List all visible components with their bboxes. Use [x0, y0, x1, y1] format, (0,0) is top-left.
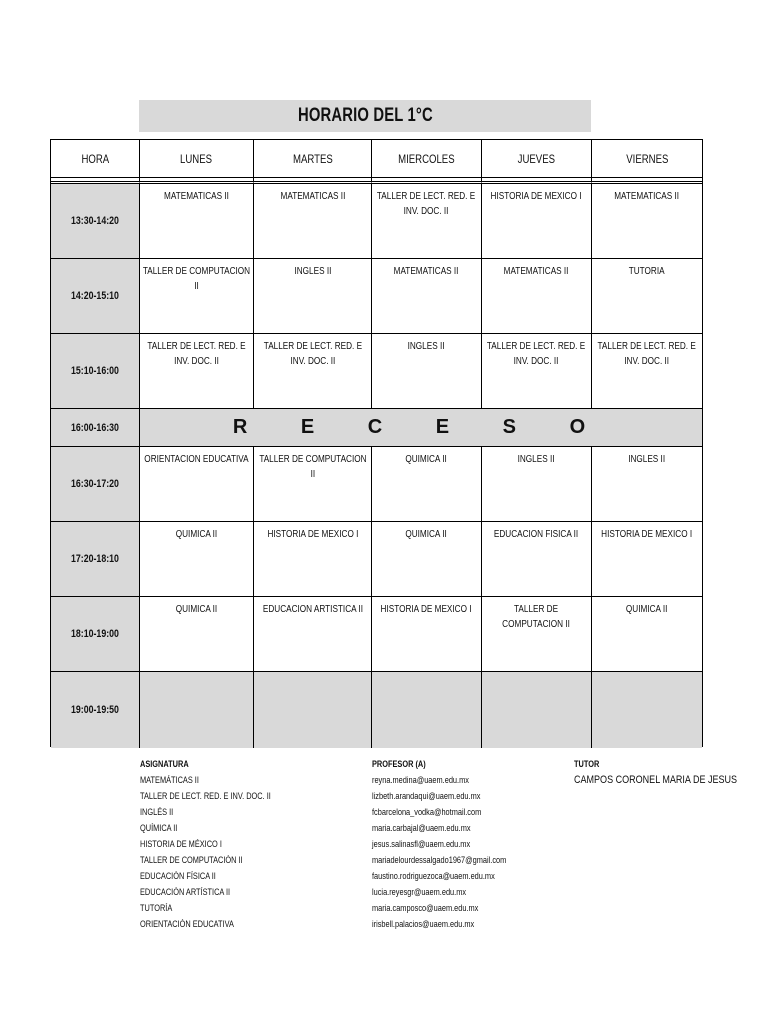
subject-cell: [592, 334, 702, 409]
subject-cell: [140, 447, 254, 522]
subject-label: TALLER DE COMPUTACION II: [502, 604, 571, 630]
subject-name: TALLER DE COMPUTACIÓN II: [140, 855, 243, 865]
hour-label: 17:20-18:10: [71, 553, 119, 565]
subject-legend-item: [140, 804, 300, 820]
column-header-label: HORA: [81, 151, 109, 166]
subject-cell: [592, 259, 702, 334]
hour-cell: [51, 672, 140, 748]
subject-label: TUTORIA: [629, 266, 665, 277]
subject-label: INGLES II: [628, 454, 666, 465]
tutor-name: CAMPOS CORONEL MARIA DE JESUS: [574, 774, 738, 786]
column-header-label: VIERNES: [625, 151, 669, 166]
subject-cell: [482, 184, 592, 259]
subject-label: MATEMATICAS II: [394, 266, 459, 277]
teacher-email: irisbell.palacios@uaem.edu.mx: [372, 919, 475, 929]
subject-cell: [592, 184, 702, 259]
teacher-email: mariadelourdessalgado1967@gmail.com: [372, 855, 507, 865]
subject-legend: [140, 756, 300, 932]
hour-label: 14:20-15:10: [71, 290, 119, 302]
subject-cell: [254, 259, 372, 334]
subject-label: QUIMICA II: [175, 604, 218, 615]
hour-label: 18:10-19:00: [71, 628, 119, 640]
tutor-legend: [574, 756, 768, 788]
hour-label: 16:00-16:30: [71, 421, 119, 434]
day-header-jueves: [482, 140, 592, 178]
subject-cell: [254, 184, 372, 259]
subject-name: EDUCACIÓN ARTÍSTICA II: [140, 887, 231, 897]
subject-header: ASIGNATURA: [140, 759, 189, 769]
teacher-email: reyna.medina@uaem.edu.mx: [372, 775, 469, 785]
column-header-label: JUEVES: [517, 151, 556, 166]
subject-cell: [372, 184, 482, 259]
subject-cell: [482, 334, 592, 409]
column-header-label: MARTES: [292, 151, 333, 166]
teacher-email: maria.carbajal@uaem.edu.mx: [372, 823, 471, 833]
subject-cell: [482, 447, 592, 522]
subject-label: MATEMATICAS II: [280, 191, 345, 202]
subject-legend-item: [140, 836, 300, 852]
subject-cell: [592, 672, 702, 748]
hour-column-header: [51, 140, 140, 178]
subject-legend-item: [140, 788, 300, 804]
subject-cell: [140, 334, 254, 409]
subject-cell: [592, 447, 702, 522]
subject-label: MATEMATICAS II: [504, 266, 569, 277]
schedule-title-bar: [139, 100, 591, 132]
subject-label: QUIMICA II: [405, 454, 448, 465]
column-header-label: MIERCOLES: [398, 151, 455, 166]
teacher-email: jesus.salinasfl@uaem.edu.mx: [372, 839, 471, 849]
schedule-title: HORARIO DEL 1°C: [297, 105, 433, 126]
hour-label: 15:10-16:00: [71, 365, 119, 377]
subject-label: TALLER DE COMPUTACION II: [142, 266, 251, 292]
hour-label: 16:30-17:20: [71, 478, 119, 490]
subject-cell: [140, 672, 254, 748]
day-header-viernes: [592, 140, 702, 178]
subject-label: TALLER DE LECT. RED. E INV. DOC. II: [597, 341, 697, 367]
subject-label: TALLER DE LECT. RED. E INV. DOC. II: [263, 341, 362, 367]
recess-banner: [140, 409, 702, 447]
subject-label: HISTORIA DE MEXICO I: [267, 529, 358, 540]
teacher-legend-item: [372, 884, 536, 900]
teacher-email: fcbarcelona_vodka@hotmail.com: [372, 807, 482, 817]
subject-cell: [254, 672, 372, 748]
subject-cell: [592, 597, 702, 672]
teacher-legend-item: [372, 852, 536, 868]
subject-label: HISTORIA DE MEXICO I: [491, 191, 582, 202]
subject-label: HISTORIA DE MEXICO I: [381, 604, 472, 615]
hour-label: 19:00-19:50: [71, 704, 119, 716]
subject-cell: [372, 447, 482, 522]
subject-legend-item: [140, 820, 300, 836]
teacher-legend-item: [372, 868, 536, 884]
teacher-legend-item: [372, 772, 536, 788]
subject-label: TALLER DE COMPUTACION II: [258, 454, 367, 480]
subject-cell: [254, 334, 372, 409]
subject-name: EDUCACIÓN FÍSICA II: [140, 871, 216, 881]
schedule-table: [50, 139, 703, 747]
subject-name: HISTORIA DE MÉXICO I: [140, 839, 222, 849]
subject-label: QUIMICA II: [405, 529, 448, 540]
teacher-legend-item: [372, 900, 536, 916]
subject-cell: [592, 522, 702, 597]
teacher-legend-item: [372, 836, 536, 852]
subject-legend-item: [140, 868, 300, 884]
subject-cell: [482, 522, 592, 597]
subject-label: HISTORIA DE MEXICO I: [601, 529, 693, 540]
teacher-legend-item: [372, 788, 536, 804]
subject-label: QUIMICA II: [175, 529, 218, 540]
subject-cell: [140, 259, 254, 334]
subject-legend-item: [140, 772, 300, 788]
subject-label: TALLER DE LECT. RED. E INV. DOC. II: [147, 341, 246, 367]
hour-cell: [51, 597, 140, 672]
subject-cell: [372, 334, 482, 409]
subject-cell: [482, 597, 592, 672]
hour-cell: [51, 259, 140, 334]
subject-legend-item: [140, 852, 300, 868]
subject-label: ORIENTACION EDUCATIVA: [144, 454, 249, 465]
hour-cell: [51, 334, 140, 409]
subject-name: TUTORÍA: [140, 903, 173, 913]
teacher-header: PROFESOR (A): [372, 759, 426, 769]
teacher-email: lizbeth.arandaqui@uaem.edu.mx: [372, 791, 481, 801]
subject-cell: [372, 522, 482, 597]
subject-legend-item: [140, 916, 300, 932]
subject-label: EDUCACION ARTISTICA II: [262, 604, 363, 615]
day-header-miercoles: [372, 140, 482, 178]
teacher-legend-item: [372, 916, 536, 932]
subject-label: INGLES II: [408, 341, 445, 352]
teacher-email: faustino.rodriguezoca@uaem.edu.mx: [372, 871, 495, 881]
subject-cell: [372, 259, 482, 334]
hour-cell: [51, 409, 140, 447]
subject-name: ORIENTACIÓN EDUCATIVA: [140, 919, 234, 929]
day-header-lunes: [140, 140, 254, 178]
subject-legend-item: [140, 900, 300, 916]
subject-name: QUÍMICA II: [140, 823, 178, 833]
subject-cell: [254, 447, 372, 522]
subject-name: TALLER DE LECT. RED. E INV. DOC. II: [140, 791, 271, 801]
teacher-email: lucia.reyesgr@uaem.edu.mx: [372, 887, 467, 897]
subject-label: QUIMICA II: [626, 604, 668, 615]
subject-label: MATEMATICAS II: [164, 191, 229, 202]
subject-cell: [372, 597, 482, 672]
subject-cell: [482, 259, 592, 334]
subject-label: INGLES II: [518, 454, 555, 465]
subject-legend-item: [140, 884, 300, 900]
hour-label: 13:30-14:20: [71, 215, 119, 227]
hour-cell: [51, 522, 140, 597]
subject-label: MATEMATICAS II: [614, 191, 680, 202]
teacher-legend-item: [372, 820, 536, 836]
subject-cell: [140, 597, 254, 672]
tutor-header: TUTOR: [574, 759, 600, 769]
subject-cell: [254, 597, 372, 672]
subject-label: EDUCACION FISICA II: [494, 529, 579, 540]
hour-cell: [51, 447, 140, 522]
subject-cell: [372, 672, 482, 748]
hour-cell: [51, 184, 140, 259]
recess-label: R E C E S O: [232, 416, 610, 438]
subject-name: MATEMÁTICAS II: [140, 775, 199, 785]
subject-label: TALLER DE LECT. RED. E INV. DOC. II: [487, 341, 586, 367]
subject-cell: [482, 672, 592, 748]
teacher-legend: [372, 756, 536, 932]
subject-cell: [140, 184, 254, 259]
subject-label: TALLER DE LECT. RED. E INV. DOC. II: [377, 191, 476, 217]
subject-cell: [254, 522, 372, 597]
teacher-email: maria.camposco@uaem.edu.mx: [372, 903, 479, 913]
subject-name: INGLÉS II: [140, 807, 174, 817]
day-header-martes: [254, 140, 372, 178]
subject-label: INGLES II: [294, 266, 331, 277]
teacher-legend-item: [372, 804, 536, 820]
subject-cell: [140, 522, 254, 597]
column-header-label: LUNES: [180, 151, 213, 166]
